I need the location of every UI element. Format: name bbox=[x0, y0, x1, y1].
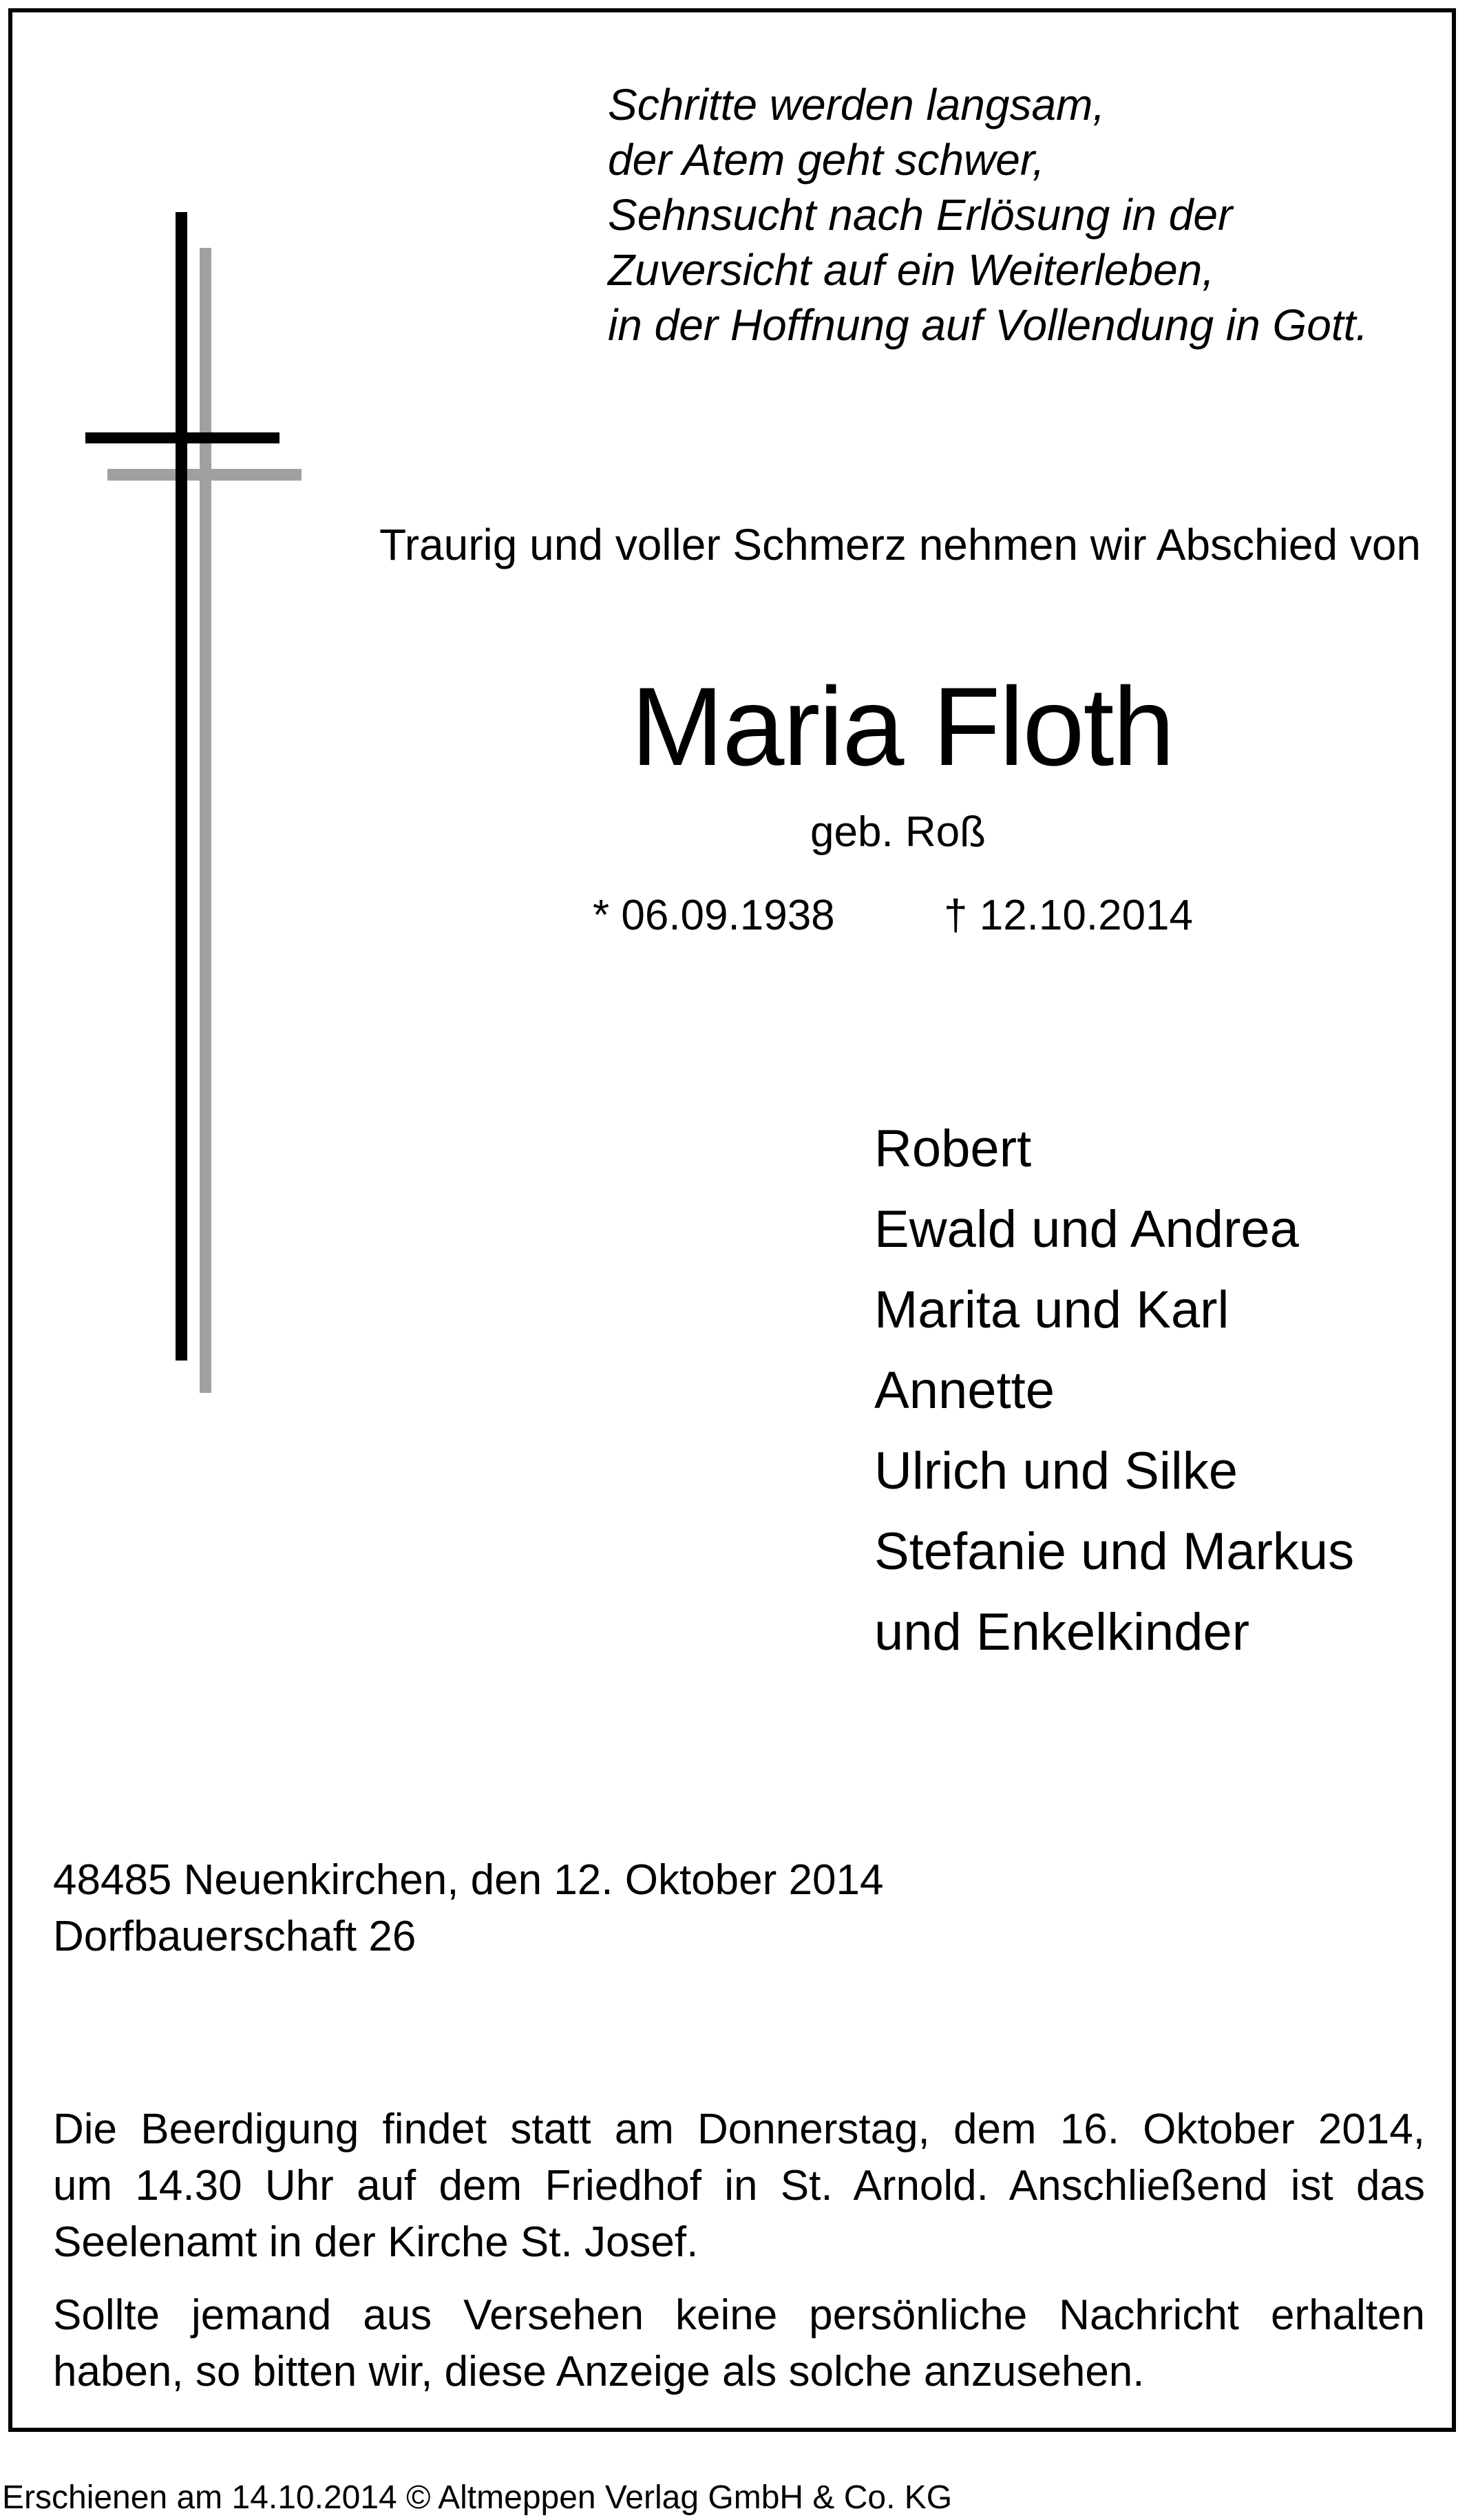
place-date-address bbox=[53, 1852, 883, 1965]
funeral-notice-line: Die Beerdigung findet statt am Donnerstag, dem 16. Oktober 2014, bbox=[53, 2106, 1425, 2153]
intro-text: Traurig und voller Schmerz nehmen wir Abschied von bbox=[379, 520, 1421, 569]
death-date: † 12.10.2014 bbox=[944, 892, 1194, 939]
maiden-name: geb. Roß bbox=[810, 808, 986, 856]
family-member: Ewald und Andrea bbox=[874, 1200, 1299, 1259]
family-member: und Enkelkinder bbox=[874, 1603, 1250, 1661]
birth-date: * 06.09.1938 bbox=[593, 892, 835, 939]
closing-notice-line: Sollte jemand aus Versehen keine persönliche Nachricht erhalten bbox=[53, 2291, 1425, 2339]
family-member: Robert bbox=[874, 1120, 1032, 1178]
deceased-name: Maria Floth bbox=[631, 664, 1174, 789]
poem-line: Zuversicht auf ein Weiterleben, bbox=[608, 245, 1215, 295]
deceased-name-row bbox=[0, 665, 1478, 789]
closing-notice-line: haben, so bitten wir, diese Anzeige als solche anzusehen. bbox=[53, 2348, 1145, 2395]
funeral-notice-line: Seelenamt in der Kirche St. Josef. bbox=[53, 2218, 699, 2266]
cross-horizontal bbox=[85, 432, 279, 443]
funeral-notice-line: um 14.30 Uhr auf dem Friedhof in St. Arnold. Anschließend ist das bbox=[53, 2162, 1425, 2209]
poem-line: Schritte werden langsam, bbox=[608, 80, 1106, 129]
family-member: Ulrich und Silke bbox=[874, 1442, 1238, 1500]
poem bbox=[608, 77, 1368, 353]
poem-line: in der Hoffnung auf Vollendung in Gott. bbox=[608, 300, 1369, 350]
notices bbox=[53, 2101, 1425, 2400]
closing-notice bbox=[53, 2287, 1425, 2400]
family-member: Annette bbox=[874, 1361, 1055, 1420]
publication-footer: Erschienen am 14.10.2014 © Altmeppen Verlag GmbH & Co. KG bbox=[2, 2479, 953, 2516]
poem-line: Sehnsucht nach Erlösung in der bbox=[608, 190, 1233, 240]
cross-shadow-vertical bbox=[200, 248, 211, 1393]
funeral-notice bbox=[53, 2101, 1425, 2271]
family-member: Stefanie und Markus bbox=[874, 1522, 1355, 1581]
family-member: Marita und Karl bbox=[874, 1281, 1229, 1339]
cross-shadow-horizontal bbox=[107, 469, 302, 481]
family-list bbox=[874, 1109, 1354, 1672]
poem-line: der Atem geht schwer, bbox=[608, 135, 1045, 185]
street-address: Dorfbauerschaft 26 bbox=[53, 1913, 416, 1960]
place-date: 48485 Neuenkirchen, den 12. Oktober 2014 bbox=[53, 1856, 884, 1904]
